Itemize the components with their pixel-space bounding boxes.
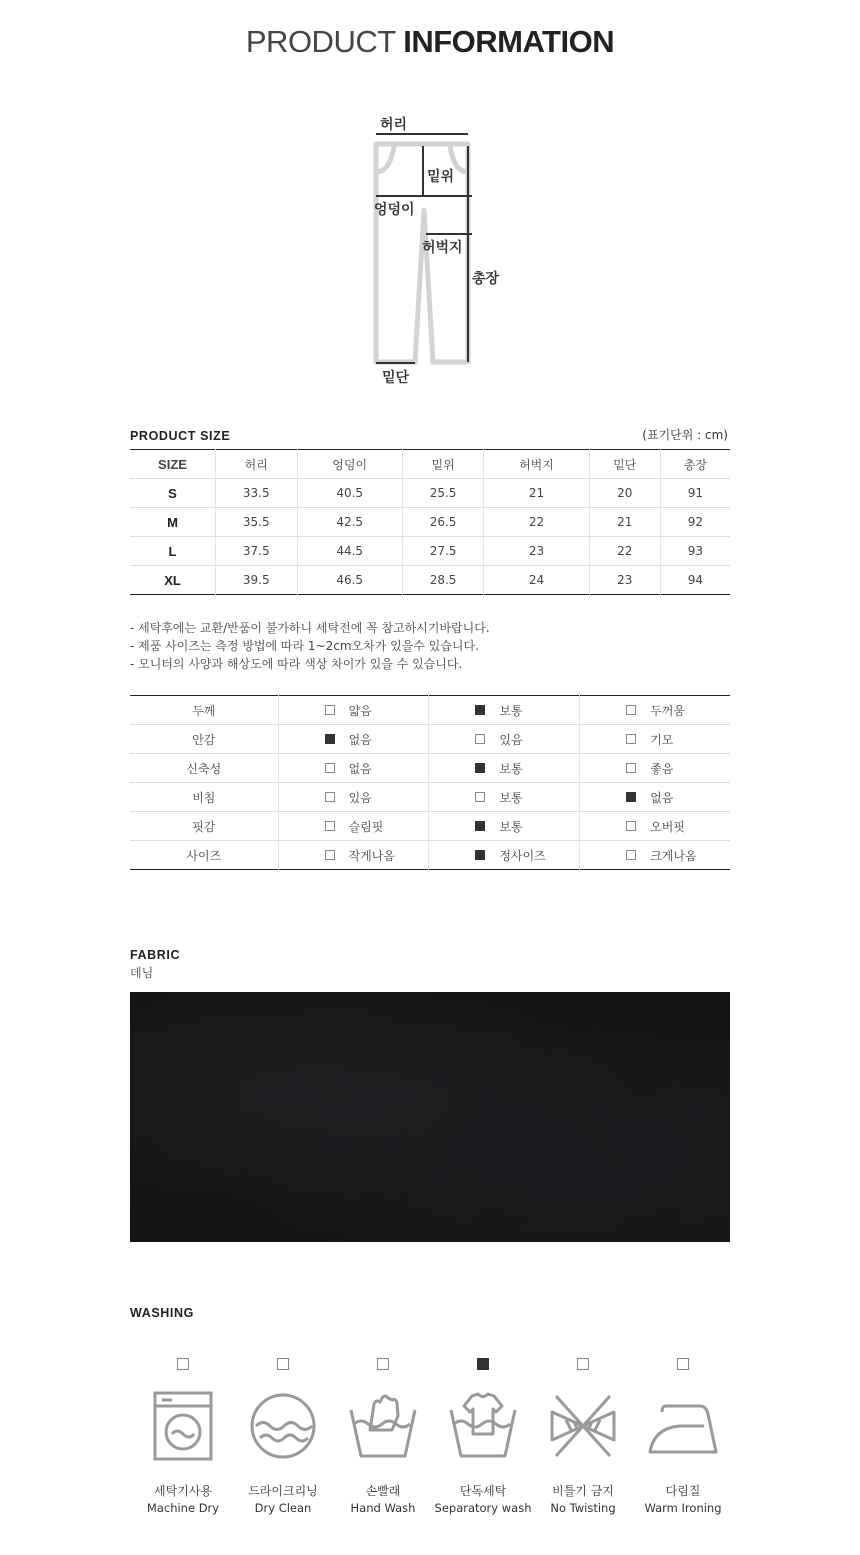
value-cell: 37.5	[216, 537, 298, 566]
washing-heading: WASHING	[130, 1306, 194, 1320]
attribute-option	[429, 841, 580, 870]
option-label: 보통	[499, 703, 523, 718]
wash-item-dryclean	[228, 1358, 338, 1515]
option-label: 슬림핏	[348, 819, 384, 834]
option-label: 보통	[499, 790, 523, 805]
diagram-label-hem: 밑단	[382, 370, 410, 386]
attribute-option	[429, 754, 580, 783]
option-label: 작게나옴	[348, 848, 395, 863]
fabric-heading: FABRIC	[130, 948, 181, 962]
wash-item-notwist	[528, 1358, 638, 1515]
table-row	[130, 566, 730, 595]
wash-checkbox[interactable]	[377, 1358, 389, 1370]
size-table-header	[130, 450, 730, 479]
size-cell: M	[130, 508, 216, 537]
wash-label-en: Hand Wash	[350, 1501, 416, 1515]
wash-checkbox[interactable]	[577, 1358, 589, 1370]
value-cell: 35.5	[216, 508, 298, 537]
no-twisting-icon	[548, 1390, 618, 1462]
column-header: 엉덩이	[297, 450, 402, 479]
wash-label-ko: 단독세탁	[459, 1484, 507, 1498]
attribute-option	[278, 696, 429, 725]
option-checkbox[interactable]	[325, 705, 335, 715]
option-label: 있음	[348, 790, 372, 805]
attribute-name: 비침	[130, 783, 278, 812]
attribute-option	[429, 725, 580, 754]
attribute-table	[130, 695, 730, 870]
option-checkbox[interactable]	[626, 705, 636, 715]
title-bold: INFORMATION	[403, 24, 615, 59]
attribute-option	[580, 812, 730, 841]
column-header: 밑단	[589, 450, 660, 479]
attribute-option	[580, 841, 730, 870]
wash-item-handwash	[328, 1358, 438, 1515]
fabric-swatch-image	[130, 992, 730, 1242]
diagram-label-hip: 엉덩이	[374, 202, 415, 218]
attribute-row	[130, 696, 730, 725]
wash-label-ko: 드라이크리닝	[248, 1484, 318, 1498]
attribute-option	[429, 783, 580, 812]
wash-checkbox[interactable]	[477, 1358, 489, 1370]
option-checkbox[interactable]	[325, 792, 335, 802]
page-title	[0, 24, 860, 60]
iron-icon	[648, 1390, 718, 1462]
wash-checkbox[interactable]	[277, 1358, 289, 1370]
value-cell: 92	[660, 508, 730, 537]
attribute-name: 핏감	[130, 812, 278, 841]
option-label: 있음	[499, 732, 523, 747]
note-line: - 모니터의 사양과 해상도에 따라 색상 차이가 있을 수 있습니다.	[130, 657, 463, 671]
fabric-name: 데님	[130, 966, 154, 980]
value-cell: 40.5	[297, 479, 402, 508]
attribute-option	[429, 812, 580, 841]
attribute-row	[130, 783, 730, 812]
attribute-option	[580, 696, 730, 725]
value-cell: 94	[687, 573, 704, 587]
column-header: 허리	[216, 450, 298, 479]
option-label: 정사이즈	[499, 848, 546, 863]
option-label: 두꺼움	[650, 703, 685, 718]
attribute-name: 안감	[130, 725, 278, 754]
option-label: 좋음	[650, 761, 674, 776]
attribute-option	[278, 725, 429, 754]
option-checkbox[interactable]	[325, 850, 335, 860]
title-light: PRODUCT	[245, 24, 404, 59]
wash-checkbox[interactable]	[177, 1358, 189, 1370]
size-cell: S	[130, 479, 216, 508]
value-cell: 46.5	[297, 566, 402, 595]
size-table	[130, 449, 730, 595]
diagram-label-thigh: 허벅지	[422, 240, 463, 256]
option-checkbox[interactable]	[626, 792, 636, 802]
wash-item-iron	[628, 1358, 738, 1515]
attribute-option	[580, 783, 730, 812]
product-size-heading: PRODUCT SIZE	[130, 429, 231, 443]
column-header: SIZE	[130, 450, 216, 479]
table-row	[130, 479, 730, 508]
attribute-option	[429, 696, 580, 725]
option-label: 보통	[499, 819, 523, 834]
diagram-label-length: 총장	[472, 271, 500, 287]
option-checkbox[interactable]	[475, 792, 485, 802]
value-cell: 39.5	[216, 566, 298, 595]
value-cell: 93	[660, 537, 730, 566]
wash-label-ko: 비틀기 금지	[552, 1484, 614, 1498]
separate-wash-icon	[448, 1390, 518, 1462]
option-label: 오버핏	[650, 819, 685, 834]
attribute-row	[130, 754, 730, 783]
diagram-label-waist: 허리	[380, 117, 408, 133]
column-header: 총장	[660, 450, 730, 479]
value-cell: 22	[589, 537, 660, 566]
dry-clean-icon	[248, 1390, 318, 1462]
wash-label-en: Machine Dry	[146, 1501, 220, 1515]
option-checkbox[interactable]	[325, 821, 335, 831]
hand-wash-icon	[348, 1390, 418, 1462]
value-cell: 28.5	[402, 566, 484, 595]
option-checkbox[interactable]	[475, 850, 485, 860]
wash-label-en: Separatory wash	[434, 1501, 532, 1515]
value-cell: 24	[484, 566, 589, 595]
wash-item-machine	[128, 1358, 238, 1515]
attribute-row	[130, 725, 730, 754]
value-cell: 21	[484, 479, 589, 508]
value-cell: 91	[660, 479, 730, 508]
wash-label-en: No Twisting	[550, 1501, 616, 1515]
attribute-option	[580, 725, 730, 754]
wash-checkbox[interactable]	[677, 1358, 689, 1370]
value-cell: 42.5	[297, 508, 402, 537]
option-checkbox[interactable]	[325, 734, 335, 744]
attribute-name: 사이즈	[130, 841, 278, 870]
pants-outline-icon	[360, 110, 520, 400]
notes	[130, 619, 490, 673]
size-cell: XL	[130, 566, 216, 595]
pants-diagram	[360, 110, 520, 400]
attribute-option	[580, 754, 730, 783]
wash-label-ko: 손빨래	[365, 1484, 401, 1498]
option-label: 보통	[499, 761, 523, 776]
note-line: - 제품 사이즈는 측정 방법에 따라 1~2cm오차가 있을수 있습니다.	[130, 639, 479, 653]
option-checkbox[interactable]	[325, 763, 335, 773]
size-cell: L	[130, 537, 216, 566]
wash-label-ko: 다림질	[665, 1484, 701, 1498]
attribute-row	[130, 812, 730, 841]
attribute-name: 신축성	[130, 754, 278, 783]
option-label: 없음	[348, 761, 372, 776]
value-cell: 22	[484, 508, 589, 537]
option-checkbox[interactable]	[626, 850, 636, 860]
wash-label-ko: 세탁기사용	[154, 1484, 212, 1498]
value-cell: 21	[589, 508, 660, 537]
wash-label-en: Dry Clean	[254, 1501, 312, 1515]
option-label: 얇음	[348, 703, 372, 718]
attribute-option	[278, 754, 429, 783]
attribute-row	[130, 841, 730, 870]
option-label: 크게나옴	[650, 848, 697, 863]
attribute-name: 두께	[130, 696, 278, 725]
option-label: 기모	[650, 732, 674, 747]
option-checkbox[interactable]	[475, 821, 485, 831]
option-checkbox[interactable]	[475, 734, 485, 744]
value-cell: 20	[589, 479, 660, 508]
wash-label-en: Warm Ironing	[644, 1501, 722, 1515]
value-cell: 25.5	[402, 479, 484, 508]
option-checkbox[interactable]	[626, 734, 636, 744]
note-line: - 세탁후에는 교환/반품이 불가하니 세탁전에 꼭 참고하시기바랍니다.	[130, 621, 490, 635]
option-checkbox[interactable]	[626, 821, 636, 831]
value-cell: 33.5	[216, 479, 298, 508]
option-checkbox[interactable]	[626, 763, 636, 773]
column-header: 허벅지	[484, 450, 589, 479]
option-label: 없음	[348, 732, 372, 747]
attribute-option	[278, 841, 429, 870]
value-cell: 26.5	[402, 508, 484, 537]
attribute-option	[278, 812, 429, 841]
option-checkbox[interactable]	[475, 763, 485, 773]
attribute-option	[278, 783, 429, 812]
value-cell: 44.5	[297, 537, 402, 566]
table-row	[130, 537, 730, 566]
unit-note: (표기단위 : cm)	[642, 428, 728, 442]
wash-item-separate	[428, 1358, 538, 1515]
table-row	[130, 508, 730, 537]
value-cell: 23	[589, 566, 660, 595]
value-cell: 27.5	[402, 537, 484, 566]
diagram-label-rise: 밑위	[427, 169, 455, 185]
column-header: 밑위	[402, 450, 484, 479]
option-checkbox[interactable]	[475, 705, 485, 715]
option-label: 없음	[650, 790, 674, 805]
washing-machine-icon	[148, 1390, 218, 1462]
value-cell: 23	[484, 537, 589, 566]
